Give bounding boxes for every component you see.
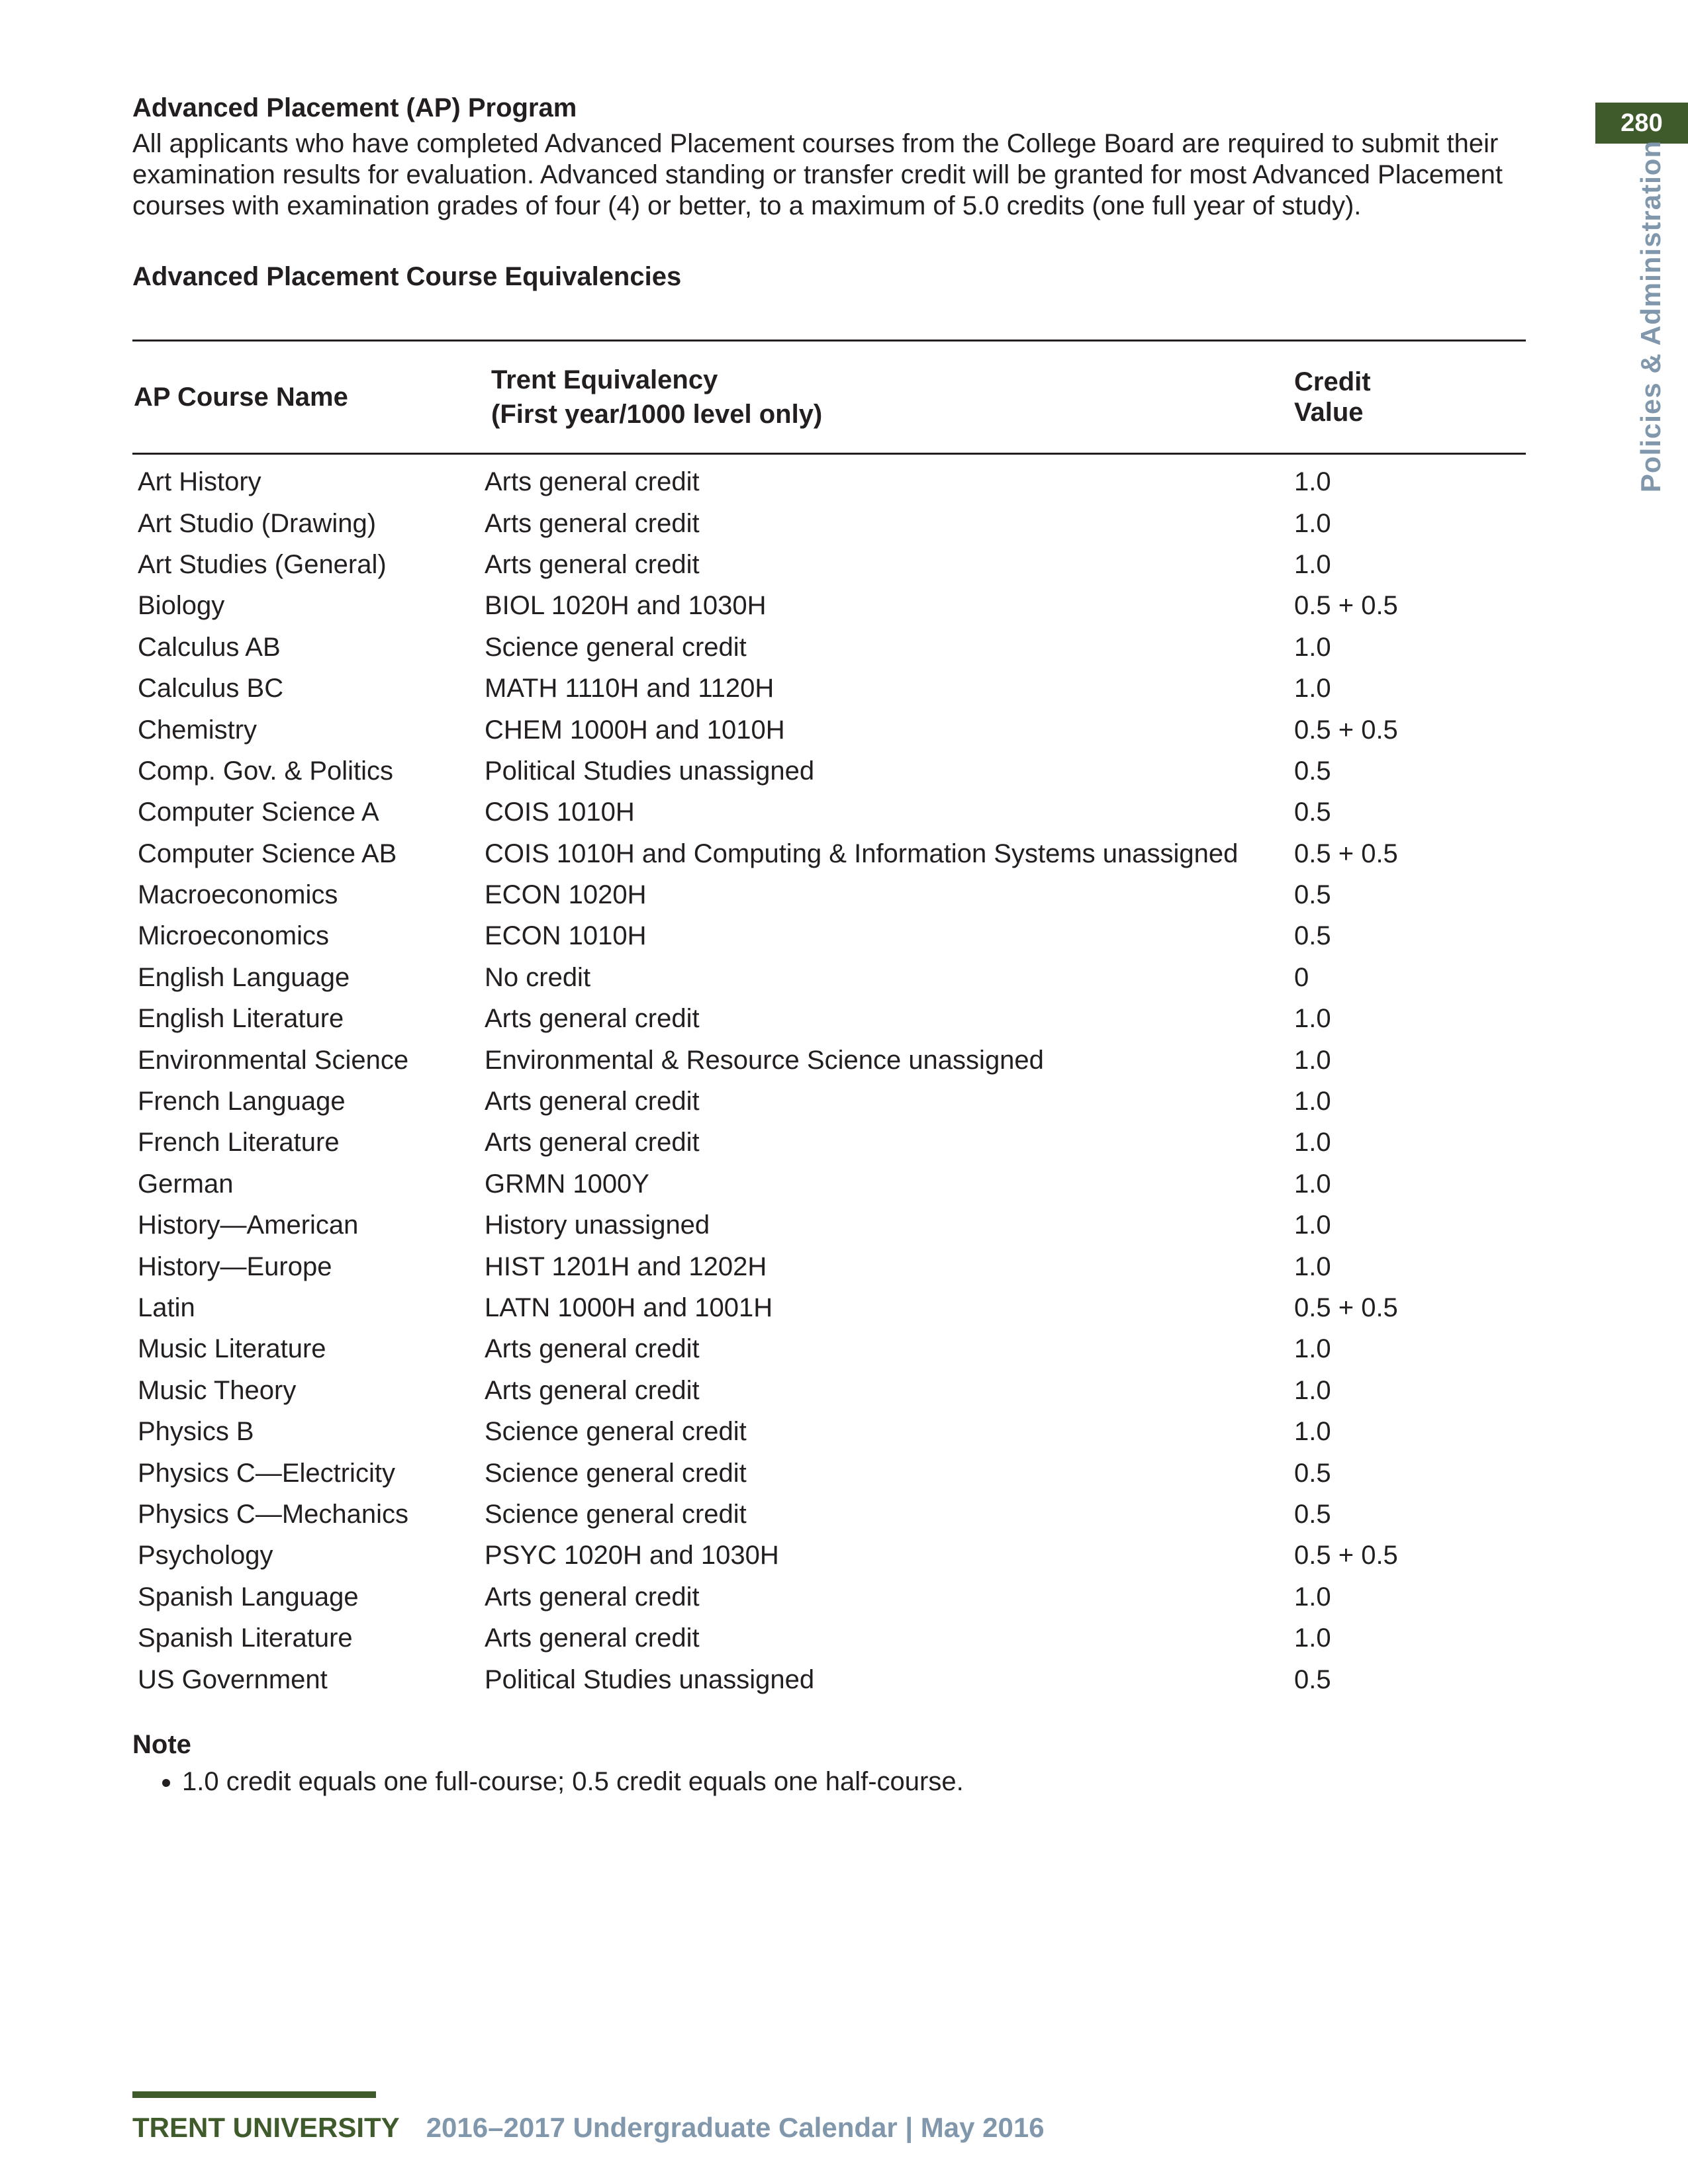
- credit-value-cell: 0.5: [1294, 880, 1331, 910]
- course-name-cell: Psychology: [138, 1541, 273, 1570]
- section-side-label: Policies & Administration: [1635, 140, 1666, 493]
- header-credit-line1: Credit: [1294, 367, 1371, 396]
- equivalency-cell: ECON 1010H: [485, 921, 647, 951]
- table-row: [132, 1205, 1526, 1246]
- table-row: [132, 1246, 1526, 1287]
- credit-value-cell: 0.5 + 0.5: [1294, 1293, 1398, 1322]
- table-row: [132, 1328, 1526, 1369]
- credit-value-cell: 0: [1294, 962, 1309, 992]
- table-row: [132, 1659, 1526, 1700]
- table-row: [132, 1287, 1526, 1328]
- course-name-cell: Macroeconomics: [138, 880, 338, 910]
- table-row: [132, 874, 1526, 915]
- course-name-cell: German: [138, 1169, 234, 1199]
- footer-university: TRENT UNIVERSITY: [132, 2112, 400, 2143]
- equivalency-cell: Arts general credit: [485, 1004, 700, 1034]
- equivalency-cell: Arts general credit: [485, 549, 700, 579]
- credit-value-cell: 1.0: [1294, 1623, 1331, 1653]
- footer: [132, 2111, 1045, 2144]
- table-title: Advanced Placement Course Equivalencies: [132, 262, 682, 291]
- credit-value-cell: 0.5 + 0.5: [1294, 715, 1398, 745]
- header-trent-equivalency: [481, 341, 1294, 454]
- page-content: [132, 91, 1529, 1798]
- header-equiv-line1: Trent Equivalency: [491, 365, 718, 394]
- credit-value-cell: 1.0: [1294, 549, 1331, 579]
- course-name-cell: Computer Science A: [138, 797, 379, 827]
- table-row: [132, 668, 1526, 709]
- table-row: [132, 1452, 1526, 1493]
- credit-value-cell: 1.0: [1294, 1210, 1331, 1240]
- credit-value-cell: 1.0: [1294, 1251, 1331, 1281]
- equivalency-cell: MATH 1110H and 1120H: [485, 674, 774, 704]
- table-row: [132, 1494, 1526, 1535]
- course-name-cell: Physics B: [138, 1417, 254, 1447]
- table-row: [132, 998, 1526, 1039]
- course-name-cell: Microeconomics: [138, 921, 329, 951]
- table-row: [132, 709, 1526, 750]
- header-credit-value: [1294, 341, 1526, 454]
- table-row: [132, 627, 1526, 668]
- course-name-cell: English Literature: [138, 1004, 344, 1034]
- course-name-cell: French Language: [138, 1087, 346, 1116]
- credit-value-cell: 1.0: [1294, 1045, 1331, 1075]
- table-row: [132, 1122, 1526, 1163]
- table-row: [132, 454, 1526, 503]
- section-title: Advanced Placement (AP) Program: [132, 93, 577, 122]
- table-row: [132, 1081, 1526, 1122]
- credit-value-cell: 1.0: [1294, 1582, 1331, 1612]
- equivalency-cell: Arts general credit: [485, 1128, 700, 1158]
- equivalency-cell: Arts general credit: [485, 1087, 700, 1116]
- credit-value-cell: 1.0: [1294, 1334, 1331, 1364]
- equivalency-cell: Science general credit: [485, 632, 747, 662]
- equivalency-cell: Arts general credit: [485, 508, 700, 538]
- credit-value-cell: 0.5: [1294, 1664, 1331, 1694]
- equivalency-cell: COIS 1010H and Computing & Information Systems unassigned: [485, 839, 1239, 868]
- credit-value-cell: 1.0: [1294, 1004, 1331, 1034]
- table-row: [132, 585, 1526, 626]
- course-name-cell: Environmental Science: [138, 1045, 409, 1075]
- course-name-cell: History—Europe: [138, 1251, 332, 1281]
- credit-value-cell: 0.5: [1294, 921, 1331, 951]
- table-row: [132, 915, 1526, 956]
- course-name-cell: Art Studies (General): [138, 549, 387, 579]
- credit-value-cell: 0.5 + 0.5: [1294, 591, 1398, 621]
- note-title: Note: [132, 1729, 191, 1759]
- table-row: [132, 1535, 1526, 1576]
- equivalency-cell: Science general credit: [485, 1458, 747, 1488]
- footer-rule: [132, 2091, 376, 2098]
- course-name-cell: Calculus BC: [138, 674, 284, 704]
- credit-value-cell: 0.5: [1294, 1499, 1331, 1529]
- table-row: [132, 502, 1526, 543]
- credit-value-cell: 1.0: [1294, 467, 1331, 497]
- credit-value-cell: 1.0: [1294, 632, 1331, 662]
- equivalency-cell: Arts general credit: [485, 1375, 700, 1405]
- course-name-cell: Biology: [138, 591, 225, 621]
- credit-value-cell: 1.0: [1294, 1128, 1331, 1158]
- credit-value-cell: 1.0: [1294, 1375, 1331, 1405]
- equivalency-cell: Political Studies unassigned: [485, 756, 815, 786]
- equivalency-cell: ECON 1020H: [485, 880, 647, 910]
- table-row: [132, 1039, 1526, 1080]
- course-name-cell: Physics C—Mechanics: [138, 1499, 409, 1529]
- table-row: [132, 1370, 1526, 1411]
- course-name-cell: US Government: [138, 1664, 328, 1694]
- table-row: [132, 957, 1526, 998]
- equivalency-cell: HIST 1201H and 1202H: [485, 1251, 767, 1281]
- credit-value-cell: 1.0: [1294, 1087, 1331, 1116]
- table-row: [132, 1163, 1526, 1205]
- note-list: [132, 1765, 1529, 1798]
- credit-value-cell: 1.0: [1294, 1169, 1331, 1199]
- equivalency-cell: Arts general credit: [485, 1334, 700, 1364]
- equivalency-cell: Arts general credit: [485, 1623, 700, 1653]
- course-name-cell: Art Studio (Drawing): [138, 508, 377, 538]
- credit-value-cell: 0.5: [1294, 756, 1331, 786]
- course-name-cell: Music Theory: [138, 1375, 297, 1405]
- credit-value-cell: 1.0: [1294, 1417, 1331, 1447]
- header-course-name: AP Course Name: [132, 341, 481, 454]
- equivalency-cell: GRMN 1000Y: [485, 1169, 649, 1199]
- credit-value-cell: 1.0: [1294, 674, 1331, 704]
- intro-paragraph: All applicants who have completed Advanced Placement courses from the College Board are required to submit their examination results for evaluation. Advanced standing or transfer credit will be granted for most Advanced Placement courses with examination grades of four (4) or better, to a maximum of 5.0 credits (one full year of study).: [132, 129, 1503, 220]
- course-name-cell: Physics C—Electricity: [138, 1458, 395, 1488]
- table-row: [132, 833, 1526, 874]
- equivalency-cell: PSYC 1020H and 1030H: [485, 1541, 779, 1570]
- table-row: [132, 544, 1526, 585]
- page-number-tab: 280: [1595, 103, 1688, 144]
- table-row: [132, 1617, 1526, 1659]
- equivalency-cell: LATN 1000H and 1001H: [485, 1293, 773, 1322]
- course-name-cell: English Language: [138, 962, 350, 992]
- course-name-cell: Comp. Gov. & Politics: [138, 756, 394, 786]
- table-row: [132, 792, 1526, 833]
- equivalency-cell: History unassigned: [485, 1210, 710, 1240]
- equivalency-cell: Political Studies unassigned: [485, 1664, 815, 1694]
- equivalency-table: [132, 340, 1526, 1700]
- credit-value-cell: 0.5 + 0.5: [1294, 839, 1398, 868]
- equivalency-cell: No credit: [485, 962, 591, 992]
- equivalency-cell: Science general credit: [485, 1417, 747, 1447]
- credit-value-cell: 0.5: [1294, 797, 1331, 827]
- header-equiv-line2: (First year/1000 level only): [491, 400, 823, 429]
- course-name-cell: French Literature: [138, 1128, 340, 1158]
- course-name-cell: Spanish Literature: [138, 1623, 353, 1653]
- course-name-cell: Latin: [138, 1293, 195, 1322]
- credit-value-cell: 1.0: [1294, 508, 1331, 538]
- table-header-row: [132, 341, 1526, 454]
- credit-value-cell: 0.5: [1294, 1458, 1331, 1488]
- table-row: [132, 751, 1526, 792]
- credit-value-cell: 0.5 + 0.5: [1294, 1541, 1398, 1570]
- equivalency-cell: BIOL 1020H and 1030H: [485, 591, 767, 621]
- course-name-cell: Chemistry: [138, 715, 258, 745]
- course-name-cell: Music Literature: [138, 1334, 326, 1364]
- equivalency-cell: Arts general credit: [485, 1582, 700, 1612]
- course-name-cell: History—American: [138, 1210, 359, 1240]
- table-row: [132, 1576, 1526, 1617]
- header-credit-line2: Value: [1294, 398, 1364, 427]
- table-body: [132, 454, 1526, 1700]
- equivalency-cell: Environmental & Resource Science unassigned: [485, 1045, 1044, 1075]
- footer-calendar: 2016–2017 Undergraduate Calendar | May 2016: [426, 2112, 1045, 2143]
- equivalency-cell: Science general credit: [485, 1499, 747, 1529]
- course-name-cell: Art History: [138, 467, 261, 497]
- course-name-cell: Calculus AB: [138, 632, 281, 662]
- course-name-cell: Spanish Language: [138, 1582, 359, 1612]
- note-item: • 1.0 credit equals one full-course; 0.5 credit equals one half-course.: [182, 1765, 1529, 1798]
- equivalency-cell: COIS 1010H: [485, 797, 635, 827]
- equivalency-cell: CHEM 1000H and 1010H: [485, 715, 785, 745]
- table-row: [132, 1411, 1526, 1452]
- course-name-cell: Computer Science AB: [138, 839, 397, 868]
- equivalency-cell: Arts general credit: [485, 467, 700, 497]
